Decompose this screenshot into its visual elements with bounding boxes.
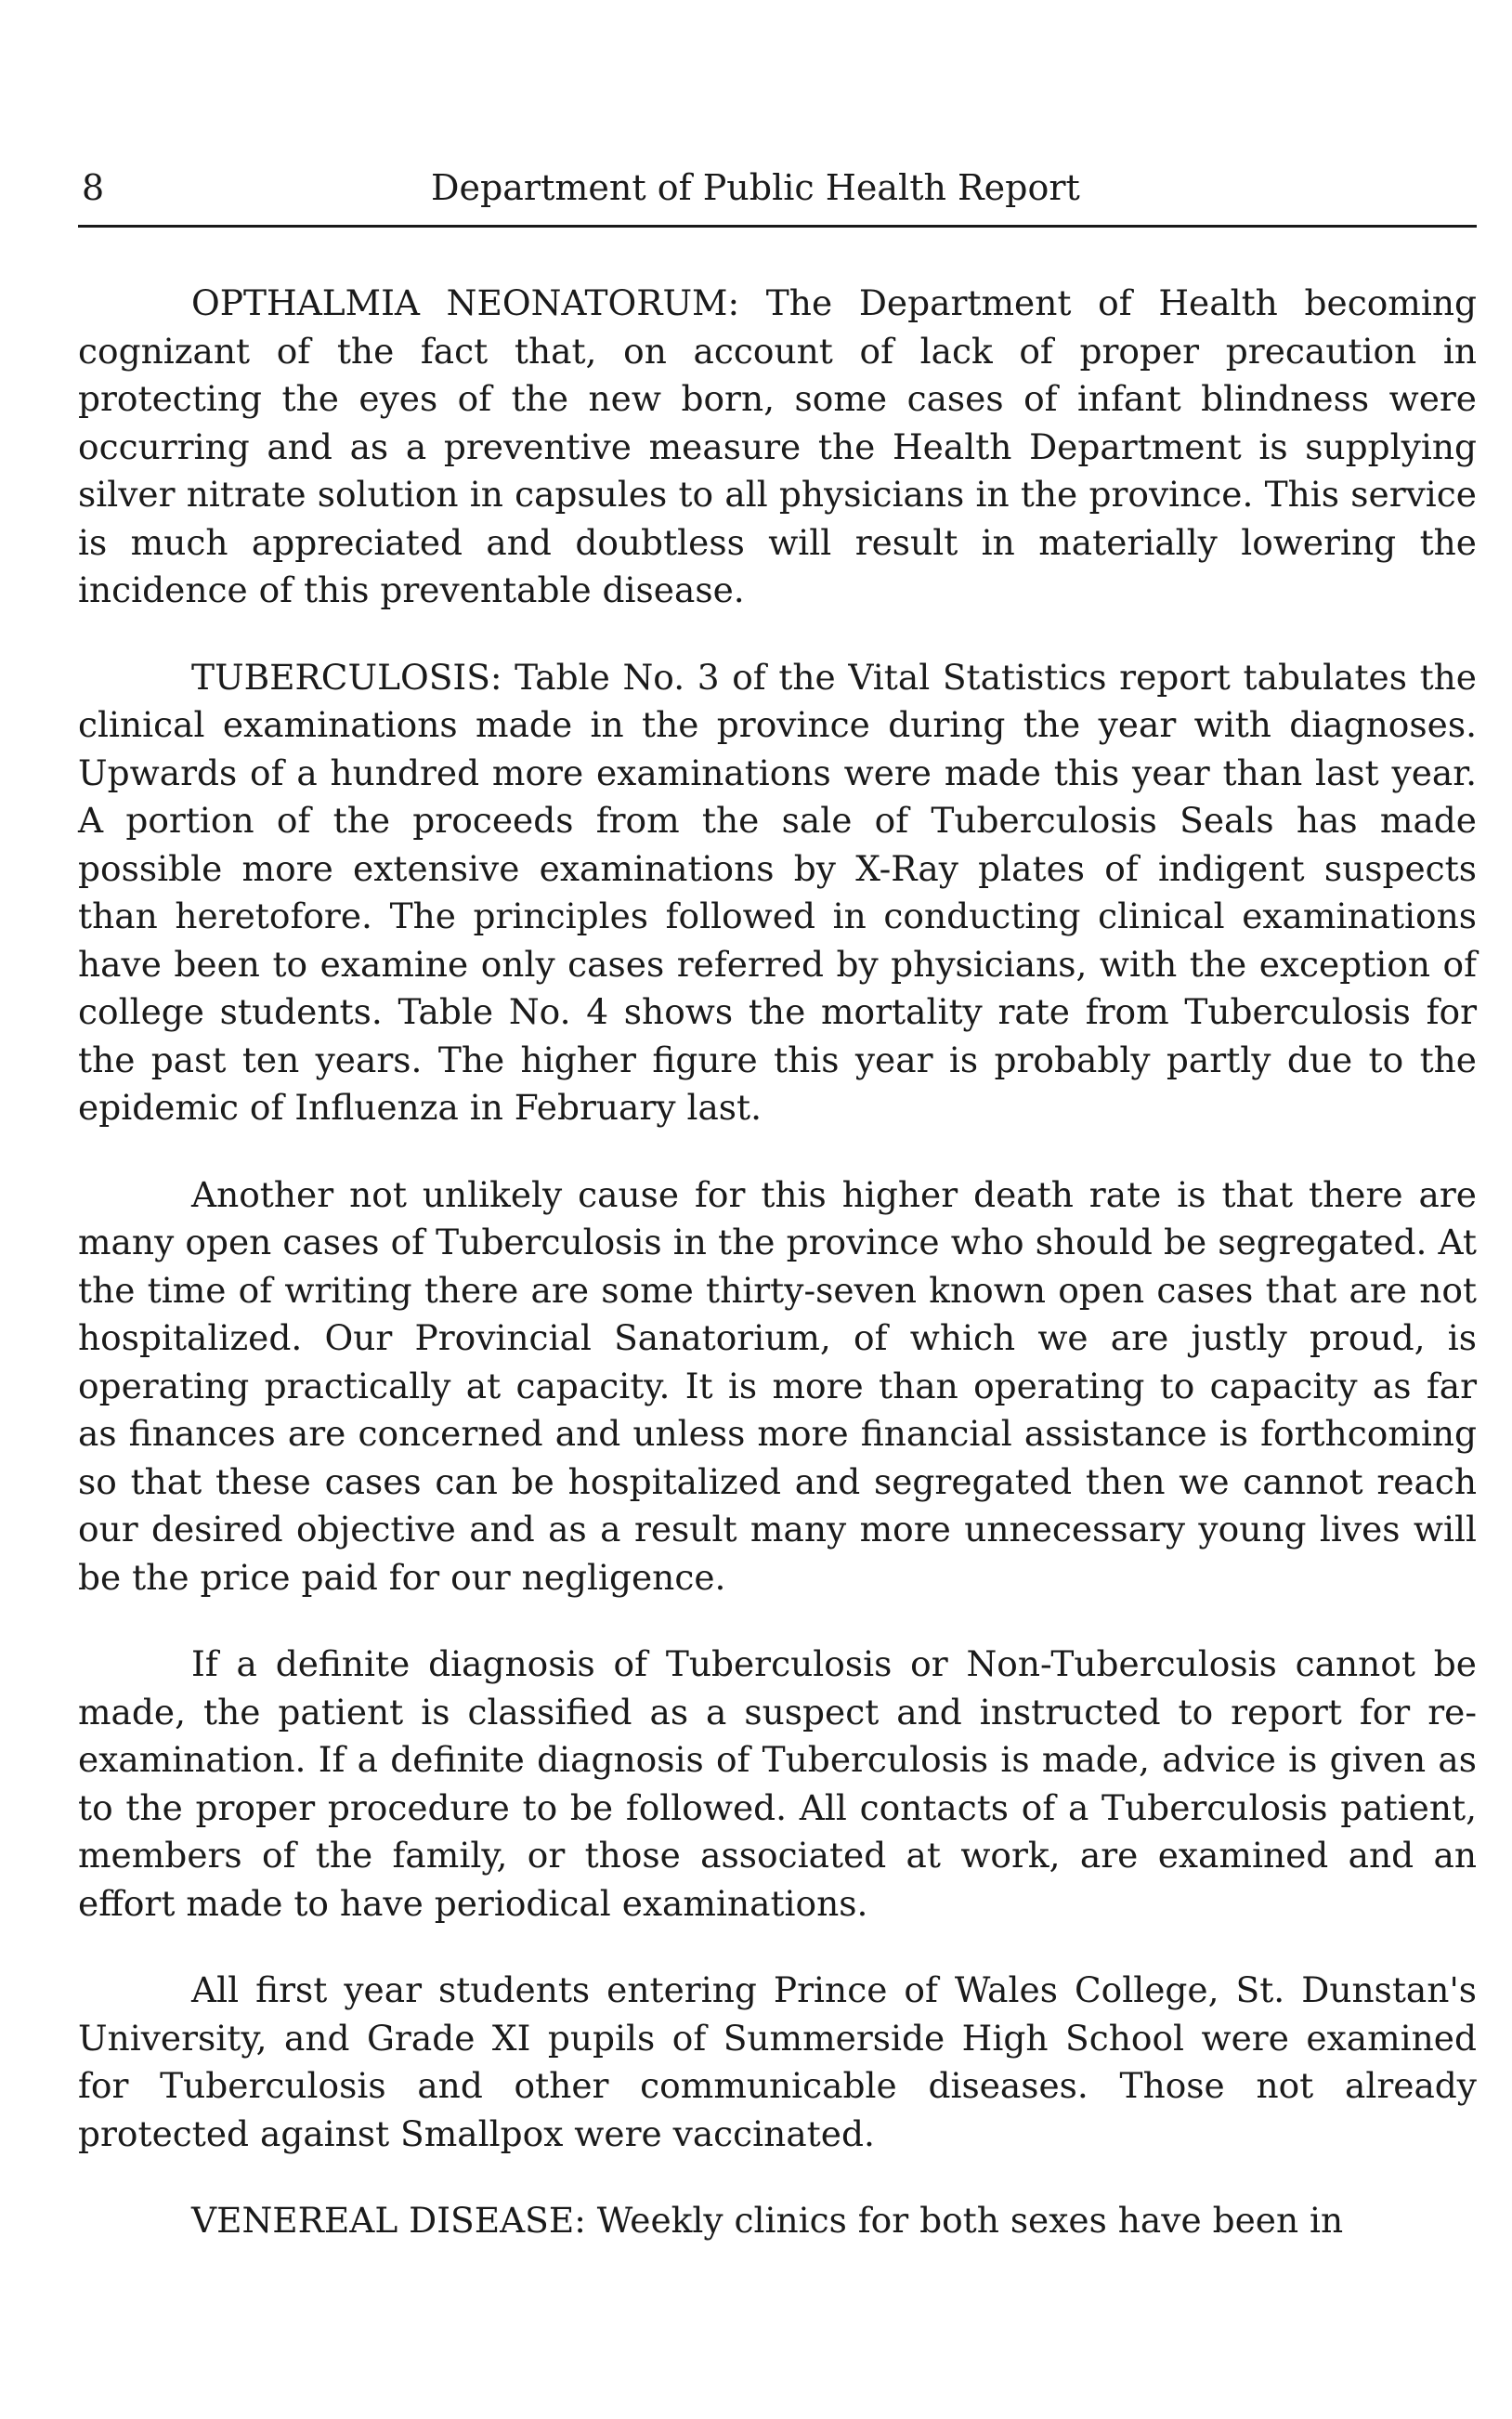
paragraph-venereal-disease: VENEREAL DISEASE: Weekly clinics for both sexes have been in <box>191 2200 1344 2241</box>
running-title: Department of Public Health Report <box>431 167 1080 208</box>
paragraph-tuberculosis: TUBERCULOSIS: Table No. 3 of the Vital Statistics report tabulates the clinical examinations made in the province during the year with diagnoses. Upwards of a hundred more examinations were made this year than last year. A portion of the proceeds from the sale of Tuberculosis Seals has made possible more extensive examinations by X-Ray plates of indigent suspects than heretofore. The principles followed in conducting clinical examinations have been to examine only cases referred by physicians, with the exception of college students. Table No. 4 shows the mortality rate from Tuberculosis for the past ten years. The higher figure this year is probably partly due to the epidemic of Influenza in February last. <box>78 656 1477 1128</box>
paragraph-death-rate: Another not unlikely cause for this higher death rate is that there are many open cases of Tuberculosis in the province who should be segregated. At the time of writing there are some thirty-seven known open cases that are not hospitalized. Our Provincial Sanatorium, of which we are justly proud, is operating practically at capacity. It is more than operating to capacity as far as finances are concerned and unless more financial assistance is forthcoming so that these cases can be hospitalized and segregated then we cannot reach our desired objective and as a result many more unnecessary young lives will be the price paid for our negligence. <box>78 1173 1477 1598</box>
body-text <box>78 280 1477 2245</box>
document-page <box>78 160 1477 2245</box>
page-header <box>78 160 1477 228</box>
paragraph-opthalmia-neonatorum: OPTHALMIA NEONATORUM: The Department of Health becoming cognizant of the fact that, on account of lack of proper precaution in protecting the eyes of the new born, some cases of infant blindness were occurring and as a preventive measure the Health Department is supplying silver nitrate solution in capsules to all physicians in the province. This service is much appreciated and doubtless will result in materially lowering the incidence of this preventable disease. <box>78 282 1477 610</box>
paragraph-diagnosis: If a definite diagnosis of Tuberculosis or Non-Tuberculosis cannot be made, the patient is classified as a suspect and instructed to report for re-examination. If a definite diagnosis of Tuberculosis is made, advice is given as to the proper procedure to be followed. All contacts of a Tuberculosis patient, members of the family, or those associated at work, are examined and an effort made to have periodical examinations. <box>78 1643 1477 1924</box>
page-number: 8 <box>82 167 105 208</box>
paragraph-students: All first year students entering Prince of Wales College, St. Dunstan's University, and Grade XI pupils of Summerside High School were examined for Tuberculosis and other communicable diseases. Those not already protected against Smallpox were vaccinated. <box>78 1969 1477 2154</box>
